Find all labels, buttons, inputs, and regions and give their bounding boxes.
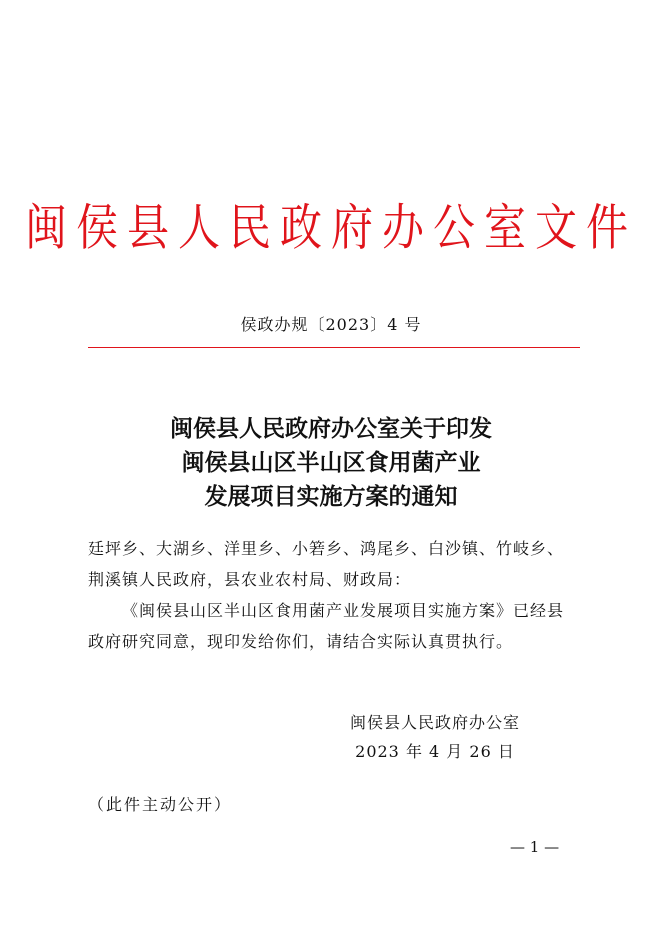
document-number: 侯政办规〔2023〕4 号 — [240, 315, 422, 334]
signature-block — [320, 708, 550, 766]
title-line-2: 闽侯县山区半山区食用菌产业 — [181, 449, 481, 476]
recipients-line-2: 荆溪镇人民政府，县农业农村局、财政局： — [88, 570, 412, 589]
disclosure-note: （此件主动公开） — [88, 795, 233, 814]
title-line-3: 发展项目实施方案的通知 — [204, 483, 458, 510]
notice-title — [0, 412, 662, 514]
page-number: — 1 — — [510, 838, 560, 856]
red-divider-line — [88, 347, 580, 348]
issue-date: 2023 年 4 月 26 日 — [355, 742, 515, 761]
issuer-name: 闽侯县人民政府办公室 — [349, 713, 520, 732]
body-paragraph: 《闽侯县山区半山区食用菌产业发展项目实施方案》已经县政府研究同意，现印发给你们，请结合实际认真贯执行。 — [88, 601, 565, 651]
masthead-title: 闽侯县人民政府办公室文件 — [24, 198, 637, 257]
notice-body — [88, 533, 580, 657]
recipients-line-1: 廷坪乡、大湖乡、洋里乡、小箬乡、鸿尾乡、白沙镇、竹岐乡、 — [88, 539, 565, 558]
title-line-1: 闽侯县人民政府办公室关于印发 — [170, 415, 492, 442]
